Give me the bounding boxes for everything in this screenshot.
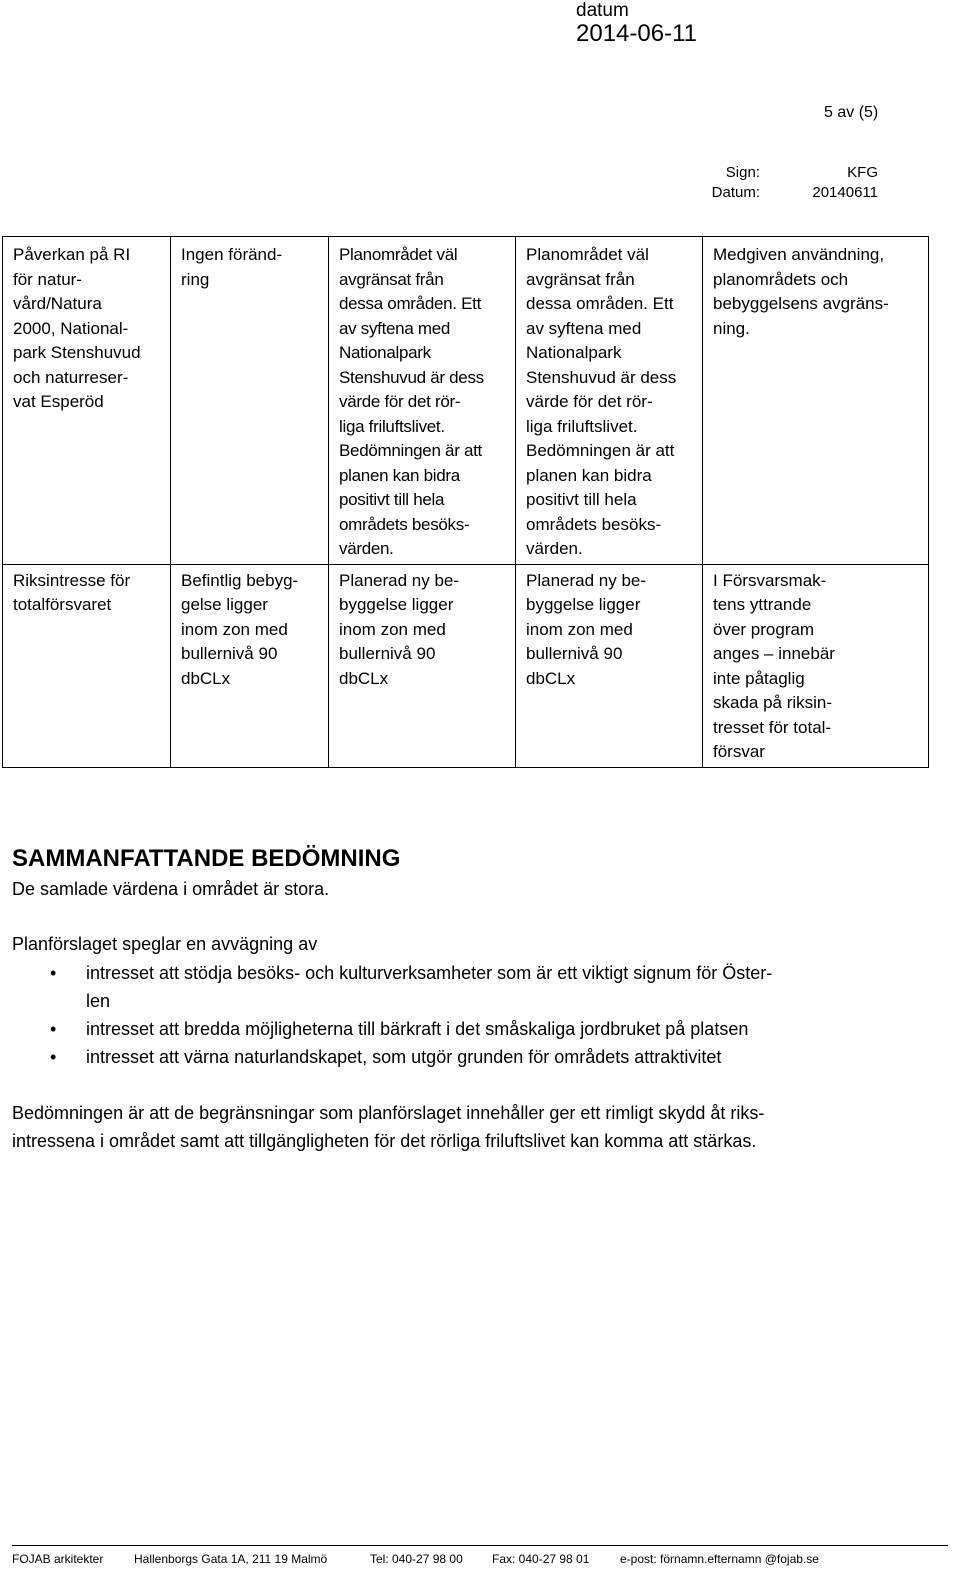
page-number: 5 av (5) xyxy=(824,104,879,121)
sign-label: Sign: xyxy=(725,164,760,181)
datum-label: Datum: xyxy=(711,184,760,201)
bullet-icon: • xyxy=(50,1019,57,1039)
table-cell-plan-b: Planområdet väl avgränsat från dessa områden. Ett av syftena med Nationalpark Stenshuvud är dess värde för det rör- liga friluftslivet. Bedömningen är att planen kan bidra positivt till hela områdets besöks- värden. xyxy=(516,237,703,565)
header-date-label: datum xyxy=(576,0,629,21)
table-cell-zero-alt: Ingen föränd- ring xyxy=(171,237,329,565)
summary-heading: SAMMANFATTANDE BEDÖMNING xyxy=(12,845,401,872)
footer-phone: Tel: 040-27 98 00 xyxy=(370,1552,463,1566)
footer-company: FOJAB arkitekter xyxy=(12,1552,104,1566)
datum-value: 20140611 xyxy=(812,184,878,201)
table-row xyxy=(3,564,929,767)
bullet-list xyxy=(12,959,892,1071)
header-date-value: 2014-06-11 xyxy=(576,20,697,47)
list-item xyxy=(12,1015,892,1043)
table-cell-interest: Påverkan på RI för natur- vård/Natura 2000, National- park Stenshuvud och naturreser- vat Esperöd xyxy=(3,237,171,565)
bullet-text: intresset att stödja besöks- och kulturverksamheter som är ett viktigt signum för Öster- len xyxy=(86,963,773,1011)
list-item xyxy=(12,959,892,1015)
table-cell-plan-a: Planområdet väl avgränsat från dessa områden. Ett av syftena med Nationalpark Stenshuvud är dess värde för det rör- liga friluftslivet. Bedömningen är att planen kan bidra positivt till hela områdets besöks- värden. xyxy=(329,237,516,565)
conclusion-paragraph: Bedömningen är att de begränsningar som planförslaget innehåller ger ett rimligt skydd åt riks- intressena i området samt att tillgängligheten för det rörliga friluftslivet kan komma att stärkas. xyxy=(12,1103,765,1151)
table-cell-plan-b: Planerad ny be- byggelse ligger inom zon med bullernivå 90 dbCLx xyxy=(516,564,703,767)
sign-value: KFG xyxy=(847,164,878,181)
table-cell-consequence: I Försvarsmak- tens yttrande över program anges – innebär inte påtaglig skada på riksin- tresset för total- försvar xyxy=(703,564,929,767)
table-cell-zero-alt: Befintlig bebyg- gelse ligger inom zon med bullernivå 90 dbCLx xyxy=(171,564,329,767)
assessment-table xyxy=(2,236,929,768)
plan-intro: Planförslaget speglar en avvägning av xyxy=(12,934,318,954)
summary-lead: De samlade värdena i området är stora. xyxy=(12,879,330,899)
sign-labels xyxy=(710,163,760,203)
bullet-text: intresset att värna naturlandskapet, som utgör grunden för områdets attraktivitet xyxy=(86,1047,722,1067)
footer-address: Hallenborgs Gata 1A, 211 19 Malmö xyxy=(134,1552,328,1566)
bullet-text: intresset att bredda möjligheterna till bärkraft i det småskaliga jordbruket på platsen xyxy=(86,1019,749,1039)
bullet-icon: • xyxy=(50,1047,57,1067)
table-cell-interest: Riksintresse för totalförsvaret xyxy=(3,564,171,767)
list-item xyxy=(12,1043,892,1071)
footer-fax: Fax: 040-27 98 01 xyxy=(492,1552,590,1566)
bullet-icon: • xyxy=(50,963,57,983)
table-cell-consequence: Medgiven användning, planområdets och bebyggelsens avgräns- ning. xyxy=(703,237,929,565)
table-cell-plan-a: Planerad ny be- byggelse ligger inom zon med bullernivå 90 dbCLx xyxy=(329,564,516,767)
footer xyxy=(12,1552,819,1566)
table-row xyxy=(3,237,929,565)
sign-values xyxy=(808,163,878,203)
footer-divider xyxy=(12,1545,948,1546)
footer-email: e-post: förnamn.efternamn @fojab.se xyxy=(620,1552,819,1566)
